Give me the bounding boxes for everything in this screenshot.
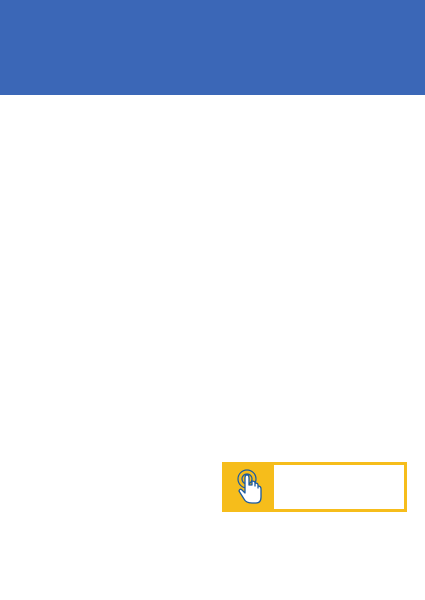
page-header: [0, 0, 425, 95]
pointing-hand-icon: [232, 467, 266, 507]
callout-text-box: [274, 465, 404, 509]
check-answers-callout: [222, 462, 407, 512]
